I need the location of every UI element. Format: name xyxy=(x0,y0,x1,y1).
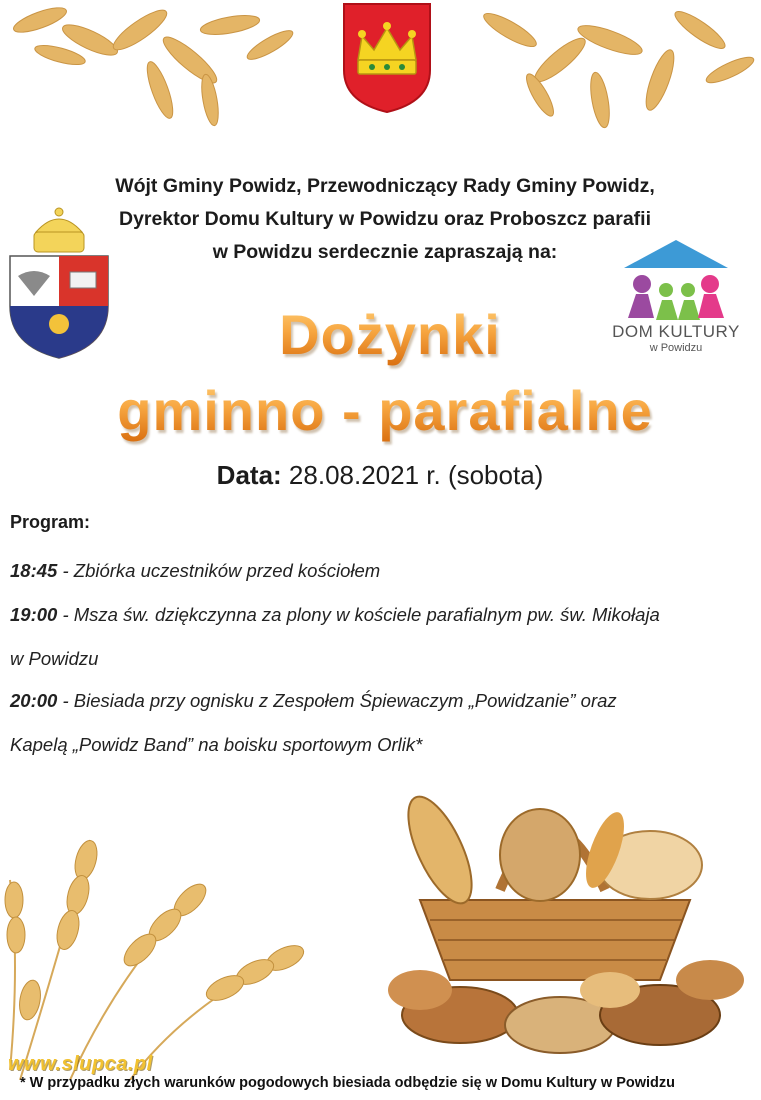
program-item-continuation xyxy=(10,734,760,756)
program-text: w Powidzu xyxy=(10,648,99,669)
program-item-continuation xyxy=(10,648,760,670)
date-value: 28.08.2021 r. (sobota) xyxy=(288,460,544,490)
intro-line-2: Dyrektor Domu Kultury w Powidzu oraz Proboszcz parafii xyxy=(119,208,651,230)
intro-line-1: Wójt Gminy Powidz, Przewodniczący Rady Gminy Powidz, xyxy=(115,175,655,197)
bread-basket-image xyxy=(360,780,760,1060)
wheat-bottom-left-decoration xyxy=(0,800,360,1080)
program-text: Kapelą „Powidz Band” na boisku sportowym Orlik* xyxy=(10,734,423,755)
site-watermark: www.slupca.pl xyxy=(8,1053,153,1075)
event-date xyxy=(100,460,660,491)
program-item xyxy=(10,560,760,582)
wheat-top-right-decoration xyxy=(470,0,761,140)
program-time: 18:45 xyxy=(10,560,58,581)
intro-line-3: w Powidzu serdecznie zapraszają na: xyxy=(212,241,558,263)
invitation-intro xyxy=(40,170,730,269)
gmina-crest-icon xyxy=(340,2,434,114)
program-heading: Program: xyxy=(10,512,91,532)
weather-footnote: * W przypadku złych warunków pogodowych biesiada odbędzie się w Domu Kultury w Powidzu xyxy=(20,1075,675,1091)
program-text: - Zbiórka uczestników przed kościołem xyxy=(57,560,381,581)
wheat-top-left-decoration xyxy=(0,0,300,140)
dom-kultury-subtitle: w Powidzu xyxy=(649,342,703,354)
program-time: 19:00 xyxy=(10,604,58,625)
dom-kultury-name: DOM KULTURY xyxy=(612,322,740,341)
event-title-line-1: Dożynki xyxy=(180,302,600,367)
program-item xyxy=(10,604,760,626)
program-time: 20:00 xyxy=(10,690,58,711)
program-item xyxy=(10,690,760,712)
date-label: Data: xyxy=(216,460,282,490)
event-title-line-2: gminno - parafialne xyxy=(30,378,740,443)
program-text: - Msza św. dziękczynna za plony w kościele parafialnym pw. św. Mikołaja xyxy=(57,604,660,625)
program-text: - Biesiada przy ognisku z Zespołem Śpiewaczym „Powidzanie” oraz xyxy=(57,690,617,711)
